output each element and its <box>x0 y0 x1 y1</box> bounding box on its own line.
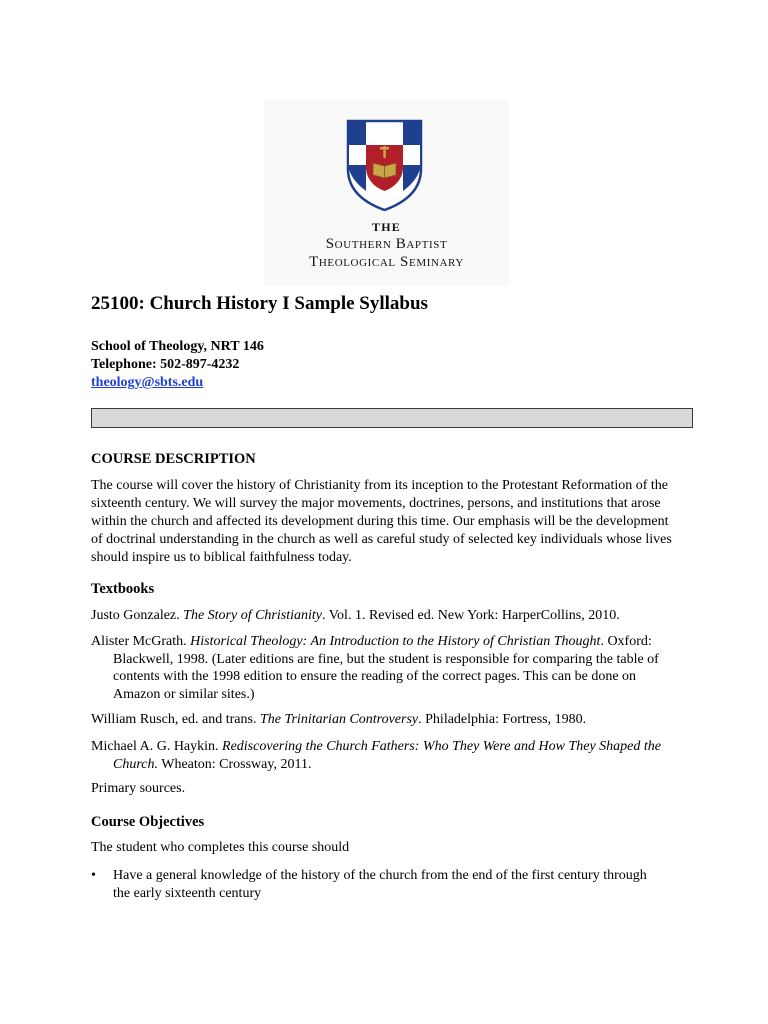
book-title: Rediscovering the Church Fathers: Who They Were and How They Shaped the Church. <box>113 739 662 772</box>
seal-line-theological-seminary: Theological Seminary <box>309 254 464 270</box>
book-title: The Story of Christianity <box>183 608 322 623</box>
seal-line-the: THE <box>372 220 401 234</box>
email-link[interactable]: theology@sbts.edu <box>91 375 204 390</box>
textbook-item: Alister McGrath. Historical Theology: An Introduction to the History of Christian Thought. Oxford: Blackwell, 1998. (Later editions are fine, but the student is responsible for comparing the table of contents with the 1998 edition to ensure the reading of the correct pages. This can be done on Amazon or similar sites.) <box>91 634 659 702</box>
section-divider-bar <box>91 408 693 428</box>
primary-sources-note: Primary sources. <box>91 781 186 796</box>
contact-block <box>91 338 264 392</box>
seminary-seal <box>264 100 509 286</box>
textbook-item: Justo Gonzalez. The Story of Christianity. Vol. 1. Revised ed. New York: HarperCollins, 2010. <box>91 608 620 623</box>
bullet-icon: • <box>91 868 96 883</box>
seal-line-southern-baptist: Southern Baptist <box>325 236 448 252</box>
contact-telephone: Telephone: 502-897-4232 <box>91 357 240 372</box>
shield-logo-icon <box>346 119 423 212</box>
objective-text: Have a general knowledge of the history of the church from the end of the first century through the early sixteenth century <box>113 868 647 901</box>
contact-school: School of Theology, NRT 146 <box>91 339 264 354</box>
book-title: The Trinitarian Controversy <box>259 712 419 727</box>
textbook-item: Michael A. G. Haykin. Rediscovering the Church Fathers: Who They Were and How They Shaped the Church. Wheaton: Crossway, 2011. <box>91 739 662 772</box>
page-title: 25100: Church History I Sample Syllabus <box>91 293 428 314</box>
book-title: Historical Theology: An Introduction to the History of Christian Thought <box>190 634 601 649</box>
textbooks-heading: Textbooks <box>91 581 155 597</box>
course-description-body: The course will cover the history of Christianity from its inception to the Protestant Reformation of the sixteenth century. We will survey the major movements, doctrines, persons, and institutions that arose within the church and affected its development during this time. Our emphasis will be the development of doctrinal understanding in the church as well as careful study of selected key individuals whose lives should inspire us to biblical faithfulness today. <box>91 478 672 565</box>
textbook-item: William Rusch, ed. and trans. The Trinitarian Controversy. Philadelphia: Fortress, 1980. <box>91 712 587 727</box>
course-objectives-heading: Course Objectives <box>91 814 205 830</box>
course-objectives-intro: The student who completes this course should <box>91 840 350 855</box>
course-description-heading: COURSE DESCRIPTION <box>91 451 256 467</box>
